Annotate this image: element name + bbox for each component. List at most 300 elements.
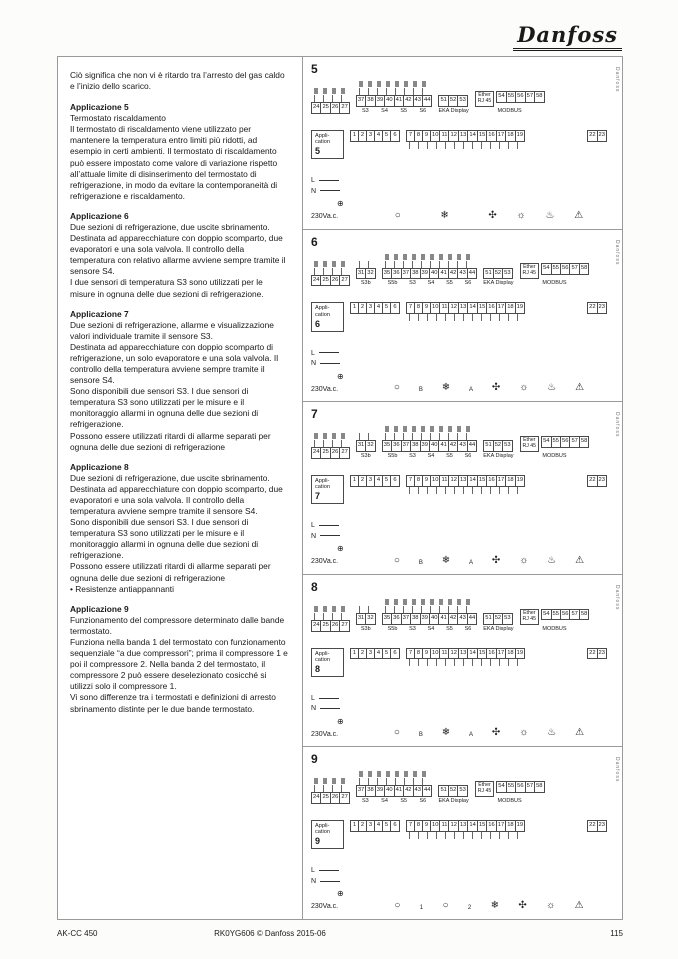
- terminal: 12: [449, 821, 458, 831]
- terminal: 6: [393, 822, 397, 829]
- terminal: 23: [598, 304, 605, 311]
- terminal-row-bottom: [311, 475, 607, 504]
- terminal: 26: [331, 103, 340, 113]
- terminal: 6: [393, 131, 397, 138]
- terminal: 22: [588, 131, 597, 141]
- terminal: 4: [375, 303, 383, 313]
- paragraph: Sono disponibili due sensori S3. I due sensori di temperatura S3 sono utilizzati per le misure e il monitoraggio allarmi in ognuna delle due sezioni di refrigerazione.: [70, 517, 259, 561]
- terminal-group-modbus: [520, 436, 590, 459]
- terminal: 15: [478, 649, 487, 659]
- voltage-label: 230Va.c.: [311, 903, 339, 911]
- side-vertical-label: Danfoss: [614, 239, 620, 265]
- heater-icon: ♨: [547, 382, 557, 394]
- alarm-icon: ⚠: [574, 209, 584, 221]
- terminal: 41: [439, 269, 448, 279]
- terminal: 53: [459, 97, 466, 103]
- terminal: 41: [439, 614, 448, 624]
- terminal: 36: [392, 269, 401, 279]
- terminal: 7: [407, 649, 415, 659]
- terminal-group-display: [438, 95, 468, 114]
- terminal-group-aux: [587, 302, 607, 314]
- terminal-strip-bus: [496, 91, 544, 103]
- terminal-strip-aux: [587, 820, 607, 832]
- fan-icon: ✣: [488, 209, 497, 221]
- terminal: 23: [598, 649, 605, 656]
- terminal-group-relays: [406, 820, 525, 839]
- wiring-stubs: [385, 261, 475, 268]
- terminal-strip-display: [483, 268, 512, 280]
- terminal: 57: [526, 782, 535, 792]
- terminal: 7: [407, 131, 415, 141]
- terminal: 27: [341, 276, 348, 283]
- neutral-label: N: [311, 533, 340, 540]
- wiring-stubs: [359, 778, 430, 785]
- doc-reference: RK0YG606 © Danfoss 2015-06: [214, 929, 326, 938]
- line-label: L: [311, 350, 339, 357]
- terminal: 18: [506, 303, 515, 313]
- terminal: 39: [376, 96, 385, 106]
- terminal-strip-display: [438, 785, 467, 797]
- page-footer: [57, 929, 623, 938]
- section-body: [70, 615, 290, 715]
- side-vertical-label: Danfoss: [614, 67, 620, 93]
- terminal: 17: [497, 649, 506, 659]
- terminal: 42: [449, 441, 458, 451]
- sensor-symbols: [359, 81, 430, 87]
- paragraph: Destinata ad apparecchiature con doppio scomparto di refrigerazione, un solo evaporatore e una sola valvola. Il controllo della temperatura avviene sempre tramite il sensore S4.: [70, 341, 279, 386]
- terminal: 51: [484, 269, 493, 279]
- paragraph: Termostato riscaldamento: [70, 113, 166, 124]
- terminal: 55: [552, 437, 561, 447]
- terminal: 57: [526, 92, 535, 102]
- terminal: 44: [423, 787, 431, 794]
- fan-icon: ✣: [518, 899, 527, 911]
- terminal: 23: [598, 476, 605, 483]
- terminal: 37: [402, 269, 411, 279]
- terminal: 51: [439, 786, 448, 796]
- terminal: 39: [421, 614, 430, 624]
- terminal: 11: [440, 649, 449, 659]
- terminal: 31: [357, 269, 366, 279]
- terminal: 35: [383, 269, 392, 279]
- earth-icon: ⊕: [337, 716, 344, 726]
- paragraph: • Resistenze antiappannanti: [70, 583, 174, 594]
- side-vertical-label: Danfoss: [614, 584, 620, 611]
- side-vertical-label: Danfoss: [614, 757, 620, 783]
- sensor-label: S6: [419, 107, 427, 114]
- defrost-icon: ❄: [490, 899, 499, 911]
- terminal: 15: [478, 131, 487, 141]
- fan-icon: ✣: [491, 727, 501, 739]
- zone-label-left: B: [418, 732, 423, 739]
- terminal: 40: [430, 269, 439, 279]
- output-function-icons: [371, 383, 607, 395]
- terminal: 6: [393, 304, 397, 311]
- terminal: 25: [321, 103, 330, 113]
- terminal: 16: [487, 476, 496, 486]
- terminal: 37: [357, 96, 366, 106]
- paragraph: Possono essere utilizzati ritardi di allarme separati per ognuna delle due sezioni di refrigerazione: [70, 430, 271, 452]
- voltage-label: 230Va.c.: [311, 558, 339, 566]
- alarm-icon: ⚠: [575, 727, 585, 739]
- zone-label-right: A: [469, 732, 474, 739]
- terminal: 24: [312, 621, 321, 631]
- terminal: 57: [570, 610, 579, 620]
- terminal: 37: [402, 614, 411, 624]
- terminal-strip-24-27: [311, 792, 350, 804]
- defrost-icon: ❄: [440, 209, 449, 221]
- terminal: 4: [375, 821, 383, 831]
- sensor-labels: [382, 453, 478, 459]
- eka-display-label: EKA Display: [438, 798, 469, 805]
- terminal: 43: [458, 614, 467, 624]
- ether-label: Ether: [478, 782, 491, 789]
- terminal: 51: [439, 96, 448, 106]
- terminal: 8: [415, 303, 423, 313]
- application-label: Appli-cation: [315, 132, 330, 145]
- sensor-label: S3: [409, 452, 416, 459]
- sensor-label: S4: [427, 625, 435, 632]
- terminal: 22: [588, 476, 597, 486]
- terminal: 55: [552, 610, 561, 620]
- alarm-icon: ⚠: [575, 382, 585, 394]
- terminal: 51: [484, 614, 493, 624]
- terminal: 16: [487, 303, 496, 313]
- terminal-group-inputs: [311, 433, 350, 459]
- terminal: 11: [440, 303, 449, 313]
- fan-icon: ✣: [491, 382, 501, 394]
- switch-symbols: [314, 433, 347, 439]
- wiring-stubs: [359, 606, 373, 613]
- zone-label-right: A: [469, 559, 474, 566]
- rj45-label: RJ 45: [522, 270, 537, 277]
- sensor-label: S5: [446, 452, 453, 459]
- doc-id: AK-CC 450: [57, 929, 98, 938]
- terminal: 26: [331, 793, 340, 803]
- terminal: 14: [468, 131, 477, 141]
- terminal-group-inputs: [311, 88, 350, 114]
- terminal: 8: [415, 131, 423, 141]
- terminal: 42: [404, 786, 413, 796]
- wiring-stubs: [385, 433, 475, 440]
- wiring-stubs: [359, 433, 373, 440]
- terminal: 27: [341, 104, 348, 110]
- compressor-icon: ○: [394, 209, 401, 221]
- terminal: 58: [580, 438, 588, 445]
- terminal-group-display: [483, 268, 513, 287]
- compressor-2-label: 2: [467, 904, 472, 911]
- terminal: 4: [375, 649, 383, 659]
- terminal: 56: [561, 610, 570, 620]
- terminal: 27: [341, 621, 348, 628]
- terminal: 23: [598, 131, 605, 138]
- sensor-symbols: [385, 599, 475, 605]
- terminal: 58: [536, 783, 543, 790]
- terminal: 55: [507, 782, 516, 792]
- sensor-label: S4: [427, 280, 435, 287]
- terminal-strip-bus: [496, 781, 544, 793]
- fan-icon: ✣: [491, 554, 501, 566]
- terminal-strip-24-27: [311, 620, 350, 632]
- terminal: 1: [351, 303, 359, 313]
- light-icon: ☼: [519, 554, 529, 566]
- terminal-strip-relays: [406, 302, 525, 314]
- terminal-group-s3b: [356, 433, 376, 459]
- terminal: 15: [478, 303, 487, 313]
- terminal-strip-relays: [406, 820, 525, 832]
- terminal-strip-supply: [350, 475, 400, 487]
- eka-display-label: EKA Display: [483, 280, 514, 287]
- line-label: L: [311, 695, 339, 702]
- terminal-row-top: [311, 81, 607, 114]
- terminal-group-display: [438, 785, 468, 804]
- terminal: 25: [321, 276, 330, 286]
- terminal-strip-24-27: [311, 102, 350, 114]
- terminal: 1: [351, 476, 359, 486]
- terminal-strip-sensors: [382, 440, 478, 452]
- wiring-stubs: [314, 613, 347, 620]
- terminal: 54: [542, 264, 551, 274]
- sensor-label: S3: [362, 798, 369, 805]
- wiring-stubs: [314, 785, 347, 792]
- terminal: 22: [588, 649, 597, 659]
- section-title: Applicazione 5: [70, 102, 129, 113]
- terminal: 2: [359, 476, 367, 486]
- terminal: 8: [415, 821, 423, 831]
- terminal: 1: [351, 131, 359, 141]
- sensor-label: S6: [464, 625, 472, 632]
- voltage-label: 230Va.c.: [311, 213, 339, 221]
- terminal: 54: [542, 610, 551, 620]
- terminal: 24: [312, 793, 321, 803]
- terminal: 9: [423, 821, 431, 831]
- earth-icon: ⊕: [337, 371, 344, 381]
- wiring-stubs: [314, 95, 347, 102]
- application-number: 7: [315, 491, 321, 502]
- terminal-strip-relays: [406, 475, 525, 487]
- terminal-group-sensors: [356, 81, 433, 114]
- terminal: 14: [468, 303, 477, 313]
- terminal-strip-31-32: [356, 268, 376, 280]
- terminal: 10: [431, 303, 440, 313]
- eka-display-label: EKA Display: [438, 107, 469, 114]
- section-applicazione-5: [70, 102, 290, 202]
- ethernet-port: [520, 436, 540, 452]
- paragraph: Vi sono differenze tra i termostati e definizioni di arresto sbrinamento distinte per le due bande termostato.: [70, 692, 276, 714]
- terminal: 54: [497, 782, 506, 792]
- zone-label-left: B: [418, 387, 423, 394]
- terminal: 13: [459, 821, 468, 831]
- terminal-group-relays: [406, 130, 525, 149]
- sensor-label: S4: [381, 107, 388, 114]
- terminal-group-modbus: [520, 609, 590, 632]
- sensor-label: S5: [446, 280, 453, 287]
- neutral-label: N: [311, 878, 340, 885]
- diagram-column: [303, 57, 622, 919]
- terminal: 58: [580, 610, 588, 617]
- line-label: L: [311, 867, 339, 874]
- paragraph: Il termostato di riscaldamento viene utilizzato per mantenere la temperatura entro limiti più ridotti, ad esempio in certi ambienti. Il termostato di riscaldamento può essere impostato come valore di variazione rispetto all’attuale limite di disinserimento del termostato di refrigerazione, in modo da evitare la contemporaneità di refrigerazione e riscaldamento.: [70, 124, 278, 201]
- terminal-group-sensors: [356, 771, 433, 804]
- terminal: 54: [497, 92, 506, 102]
- application-diagram-7: [303, 402, 622, 575]
- diagram-number: 7: [311, 407, 318, 422]
- application-box: [311, 475, 344, 504]
- terminal: 24: [312, 103, 321, 113]
- wiring-stubs: [409, 314, 522, 321]
- terminal: 38: [411, 614, 420, 624]
- power-supply: [311, 349, 371, 396]
- terminal: 4: [375, 476, 383, 486]
- section-applicazione-8: [70, 462, 290, 595]
- compressor-icon: ○: [442, 899, 449, 911]
- terminal: 55: [507, 92, 516, 102]
- terminal-group-display: [483, 440, 513, 459]
- light-icon: ☼: [546, 899, 556, 911]
- output-function-icons: [371, 211, 607, 223]
- power-supply: [311, 694, 371, 741]
- terminal: 2: [359, 131, 367, 141]
- terminal: 40: [430, 441, 439, 451]
- terminal-group-s3b: [356, 606, 376, 632]
- terminal: 23: [598, 822, 605, 829]
- terminal-group-inputs: [311, 261, 350, 287]
- paragraph: Possono essere utilizzati ritardi di allarme separati per ognuna delle due sezioni di refrigerazione: [70, 561, 271, 583]
- section-title: Applicazione 8: [70, 461, 129, 472]
- terminal: 32: [367, 269, 374, 276]
- sensor-label: S5b: [387, 625, 398, 632]
- sensor-label: S5: [400, 107, 408, 114]
- earth-icon: ⊕: [337, 199, 344, 209]
- terminal: 58: [536, 92, 543, 99]
- terminal: 17: [497, 476, 506, 486]
- light-icon: ☼: [519, 727, 529, 739]
- terminal-row-bottom: [311, 820, 607, 849]
- supply-and-loads-row: [311, 349, 607, 396]
- modbus-label: MODBUS: [497, 798, 522, 805]
- terminal-group-supply: [350, 648, 400, 660]
- terminal: 40: [385, 96, 394, 106]
- terminal: 43: [414, 96, 423, 106]
- application-box: [311, 648, 344, 677]
- terminal: 14: [468, 476, 477, 486]
- switch-symbols: [314, 88, 347, 94]
- terminal: 24: [312, 276, 321, 286]
- terminal-group-aux: [587, 475, 607, 487]
- alarm-icon: ⚠: [575, 554, 585, 566]
- terminal-row-bottom: [311, 302, 607, 331]
- terminal: 27: [341, 449, 348, 456]
- terminal: 39: [421, 441, 430, 451]
- paragraph: I due sensori di temperatura S3 sono utilizzati per le misure in ognuna delle due sezioni di refrigerazione.: [70, 277, 264, 299]
- terminal: 8: [415, 649, 423, 659]
- terminal-strip-supply: [350, 302, 400, 314]
- terminal: 43: [458, 269, 467, 279]
- terminal-strip-sensors: [382, 613, 478, 625]
- terminal-strip-supply: [350, 820, 400, 832]
- heater-icon: ♨: [547, 554, 557, 566]
- terminal: 2: [359, 821, 367, 831]
- terminal-group-relays: [406, 302, 525, 321]
- neutral-label: N: [311, 705, 340, 712]
- paragraph: Destinata ad apparecchiature con doppio scomparto, due evaporatori e una sola valvola. Il controllo della temperatura con relativo allarme avviene sempre tramite il sensore S4.: [70, 233, 286, 277]
- zone-label-right: A: [469, 387, 474, 394]
- wiring-stubs: [314, 440, 347, 447]
- rj45-label: RJ 45: [477, 97, 492, 104]
- page-number: 115: [610, 929, 623, 938]
- terminal-strip-aux: [587, 475, 607, 487]
- terminal: 9: [423, 303, 431, 313]
- eka-display-label: EKA Display: [483, 452, 514, 459]
- paragraph: Funzionamento del compressore determinato dalle bande termostato.: [70, 614, 285, 636]
- ether-label: Ether: [523, 609, 536, 616]
- terminal: 19: [516, 476, 524, 483]
- terminal-strip-bus: [541, 263, 589, 275]
- terminal-group-modbus: [475, 91, 545, 114]
- terminal-group-inputs: [311, 778, 350, 804]
- terminal-strip-24-27: [311, 447, 350, 459]
- terminal-row-top: [311, 254, 607, 287]
- terminal: 3: [367, 649, 375, 659]
- terminal: 38: [411, 269, 420, 279]
- terminal-group-supply: [350, 475, 400, 487]
- terminal: 37: [357, 786, 366, 796]
- modbus-label: MODBUS: [542, 452, 567, 459]
- compressor-icon: ○: [393, 727, 400, 739]
- application-box: [311, 820, 344, 849]
- sensor-label: S3: [409, 625, 416, 632]
- voltage-label: 230Va.c.: [311, 385, 339, 393]
- terminal: 6: [393, 649, 397, 656]
- terminal: 16: [487, 649, 496, 659]
- terminal: 15: [478, 821, 487, 831]
- terminal: 18: [506, 649, 515, 659]
- terminal: 13: [459, 303, 468, 313]
- terminal: 52: [494, 614, 503, 624]
- terminal-group-display: [483, 613, 513, 632]
- terminal: 55: [552, 264, 561, 274]
- section-body: [70, 113, 290, 202]
- wiring-stubs: [359, 88, 430, 95]
- terminal-row-top: [311, 599, 607, 632]
- terminal: 40: [385, 786, 394, 796]
- intro-paragraph: Ciò significa che non vi è ritardo tra l’arresto del gas caldo e l’inizio dello scarico.: [70, 70, 285, 92]
- wiring-stubs: [409, 487, 522, 494]
- terminal: 53: [504, 269, 511, 276]
- light-icon: ☼: [516, 209, 526, 221]
- terminal: 2: [359, 649, 367, 659]
- terminal: 41: [395, 786, 404, 796]
- application-number: 5: [315, 146, 321, 157]
- ethernet-port: [520, 263, 540, 279]
- terminal: 44: [468, 442, 476, 449]
- ethernet-port: [520, 609, 540, 625]
- terminal-group-supply: [350, 130, 400, 142]
- terminal: 53: [504, 442, 511, 449]
- terminal: 56: [561, 264, 570, 274]
- modbus-label: MODBUS: [542, 280, 567, 287]
- terminal: 25: [321, 793, 330, 803]
- terminal: 10: [431, 131, 440, 141]
- terminal: 17: [497, 303, 506, 313]
- terminal-strip-supply: [350, 130, 400, 142]
- terminal: 36: [392, 441, 401, 451]
- terminal: 3: [367, 476, 375, 486]
- terminal: 41: [395, 96, 404, 106]
- terminal: 51: [484, 441, 493, 451]
- terminal: 5: [383, 649, 391, 659]
- section-applicazione-7: [70, 309, 290, 453]
